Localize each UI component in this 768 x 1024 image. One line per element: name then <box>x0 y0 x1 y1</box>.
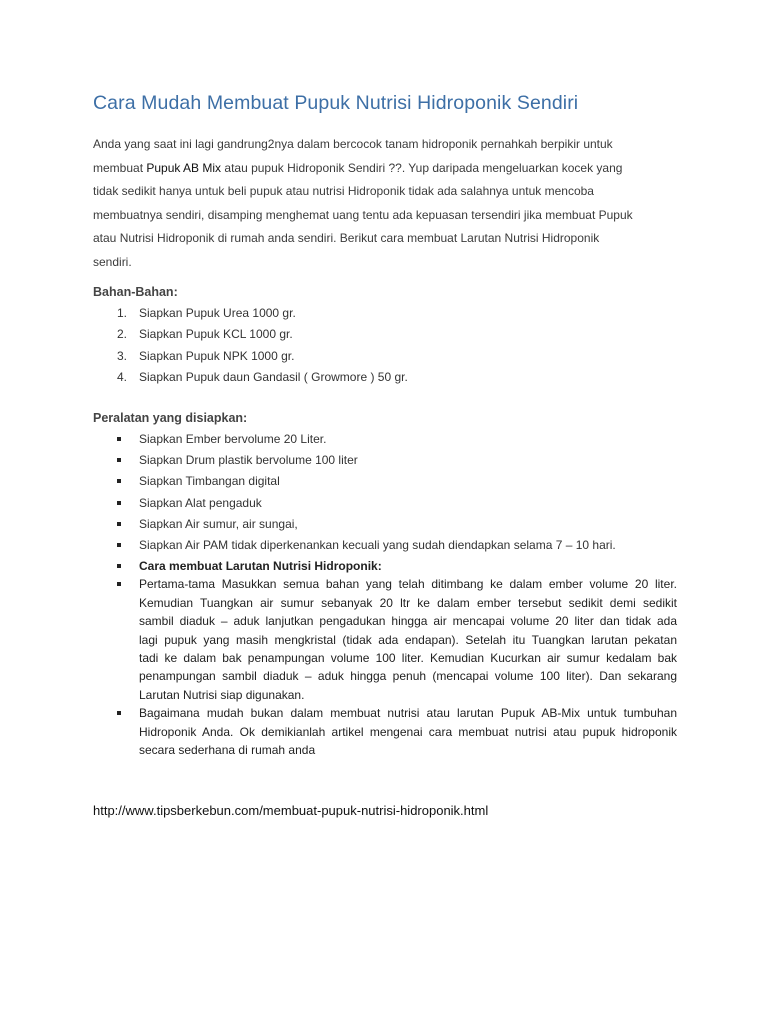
bahan-list <box>93 303 408 388</box>
list-item <box>93 535 616 556</box>
square-bullet-icon <box>117 582 121 586</box>
square-bullet-icon <box>117 522 121 526</box>
pupuk-ab-mix-link[interactable]: Pupuk AB Mix <box>146 160 222 175</box>
list-number: 1. <box>117 306 128 320</box>
list-text: Siapkan Air PAM tidak diperkenankan kecuali yang sudah diendapkan selama 7 – 10 hari. <box>139 537 616 552</box>
peralatan-heading: Peralatan yang disiapkan: <box>93 411 248 425</box>
intro-line: tidak sedikit hanya untuk beli pupuk atau nutrisi Hidroponik tidak ada salahnya untuk mencoba <box>93 184 594 198</box>
list-text: Siapkan Pupuk Urea 1000 gr. <box>139 306 296 320</box>
square-bullet-icon <box>117 711 121 715</box>
cara-heading: Cara membuat Larutan Nutrisi Hidroponik: <box>139 559 382 573</box>
intro-text: atau pupuk Hidroponik Sendiri ??. Yup daripada mengeluarkan kocek yang <box>221 160 623 175</box>
page-title: Cara Mudah Membuat Pupuk Nutrisi Hidroponik Sendiri <box>93 92 579 114</box>
peralatan-list <box>93 429 616 556</box>
list-item <box>93 303 408 324</box>
intro-line: sendiri. <box>93 254 132 269</box>
intro-line: membuatnya sendiri, disamping menghemat uang tentu ada kepuasan tersendiri jika membuat Pupuk <box>93 207 633 222</box>
list-item <box>93 575 677 704</box>
square-bullet-icon <box>117 479 121 483</box>
step-line: Kemudian Tuangkan air sumur sebanyak 20 ltr ke dalam ember tersebut sedikit demi sedikit <box>139 595 677 610</box>
square-bullet-icon <box>117 501 121 505</box>
bahan-heading: Bahan-Bahan: <box>93 285 178 299</box>
list-text: Siapkan Pupuk daun Gandasil ( Growmore ) 50 gr. <box>139 369 408 384</box>
square-bullet-icon <box>117 543 121 547</box>
step-line: penampungan sambil diaduk – aduk hingga penuh (mencapai volume 100 liter). Dan sekarang <box>139 669 677 684</box>
list-item <box>93 493 616 514</box>
square-bullet-icon <box>117 458 121 462</box>
list-item <box>93 450 616 471</box>
list-text: Siapkan Pupuk NPK 1000 gr. <box>139 348 295 363</box>
square-bullet-icon <box>117 437 121 441</box>
list-item <box>93 346 408 367</box>
list-text: Siapkan Air sumur, air sungai, <box>139 516 298 531</box>
step-line: secara sederhana di rumah anda <box>139 743 316 758</box>
square-bullet-icon <box>117 564 121 568</box>
list-text: Siapkan Ember bervolume 20 Liter. <box>139 432 327 446</box>
step-line: tadi ke dalam bak penampungan volume 100 liter. Kemudian Kucurkan air sumur kedalam bak <box>139 651 677 666</box>
list-item <box>93 514 616 535</box>
step-line: Pertama-tama Masukkan semua bahan yang telah ditimbang ke dalam ember volume 20 liter. <box>139 577 677 592</box>
list-text: Siapkan Alat pengaduk <box>139 495 262 510</box>
step-line: Larutan Nutrisi siap digunakan. <box>139 687 305 702</box>
cara-list <box>93 557 677 759</box>
list-item <box>93 557 677 575</box>
intro-text: membuat <box>93 160 147 175</box>
list-item <box>93 704 677 759</box>
step-line: Hidroponik Anda. Ok demikianlah artikel mengenai cara membuat nutrisi atau pupuk hidroponik <box>139 724 677 739</box>
intro-paragraph <box>93 133 693 274</box>
intro-line: Anda yang saat ini lagi gandrung2nya dalam bercocok tanam hidroponik pernahkah berpikir untuk <box>93 137 613 151</box>
step-line: sambil diaduk – aduk lanjutkan pengadukan hingga air mencapai volume 20 liter dan tidak ada <box>139 614 677 629</box>
list-number: 3. <box>117 348 128 363</box>
list-text: Siapkan Pupuk KCL 1000 gr. <box>139 327 293 342</box>
list-item <box>93 429 616 450</box>
list-number: 2. <box>117 327 128 342</box>
list-item <box>93 324 408 345</box>
intro-line: atau Nutrisi Hidroponik di rumah anda sendiri. Berikut cara membuat Larutan Nutrisi Hidroponik <box>93 231 600 245</box>
step-line: Bagaimana mudah bukan dalam membuat nutrisi atau larutan Pupuk AB-Mix untuk tumbuhan <box>139 706 677 721</box>
list-item <box>93 471 616 492</box>
list-item <box>93 367 408 388</box>
intro-line <box>93 157 693 181</box>
step-line: lagi pupuk yang masih mengkristal (tidak ada endapan). Setelah itu Tuangkan larutan pekatan <box>139 632 677 647</box>
list-text: Siapkan Timbangan digital <box>139 474 280 489</box>
source-url-link[interactable]: http://www.tipsberkebun.com/membuat-pupuk-nutrisi-hidroponik.html <box>93 803 489 818</box>
list-number: 4. <box>117 369 128 384</box>
list-text: Siapkan Drum plastik bervolume 100 liter <box>139 453 358 468</box>
